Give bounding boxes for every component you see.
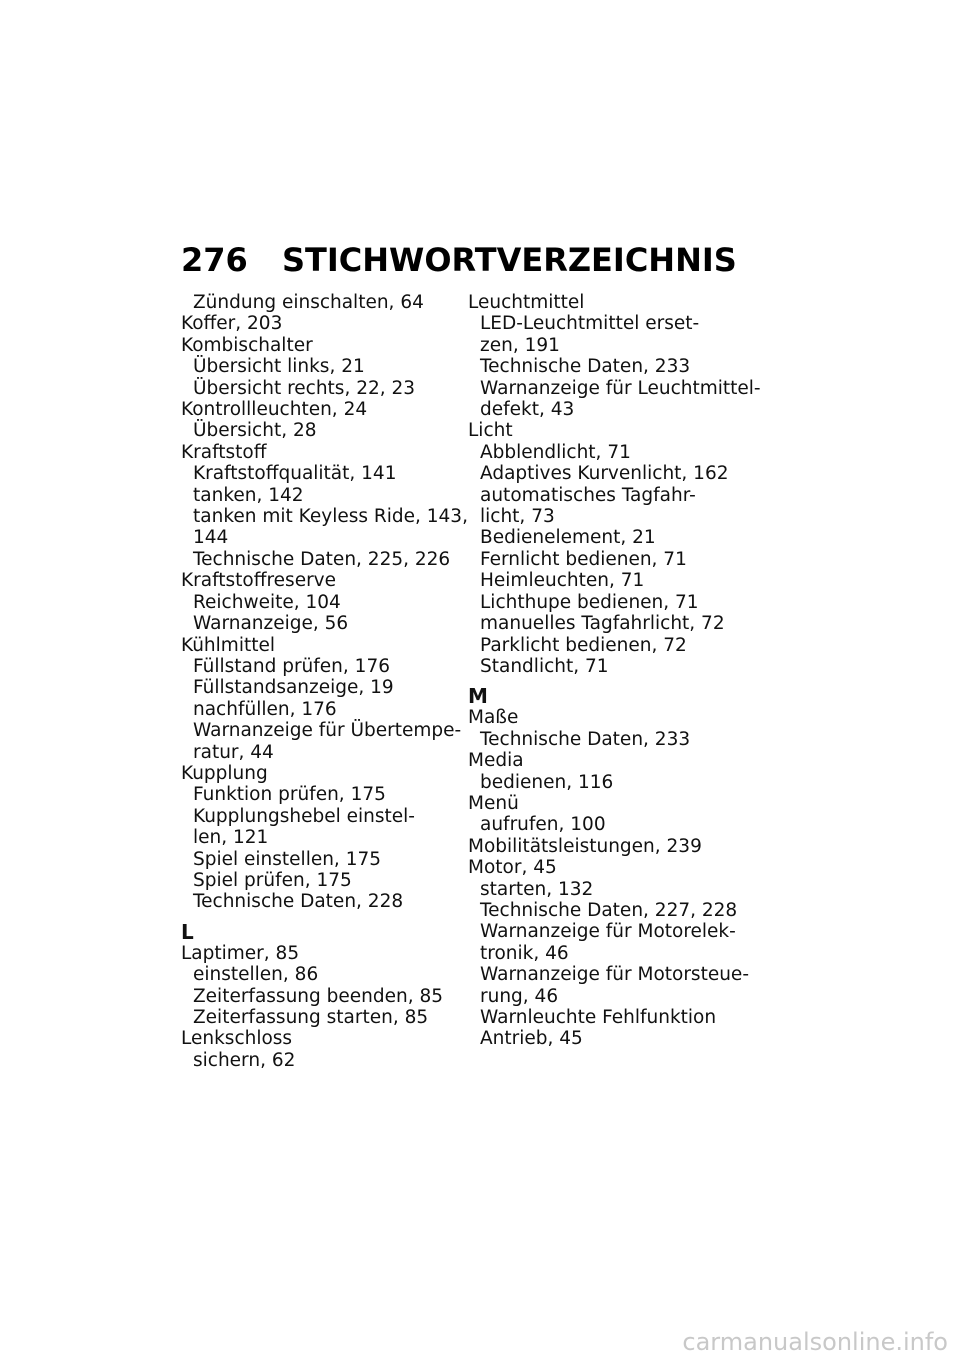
index-entry: Koffer, 203 (181, 313, 283, 335)
index-subentry: Technische Daten, 233 (480, 728, 691, 750)
index-subentry: bedienen, 116 (480, 771, 614, 793)
index-letter-heading: L (181, 919, 194, 944)
index-subentry: Kupplungshebel einstel- (193, 805, 415, 827)
index-subentry: starten, 132 (480, 878, 594, 900)
index-subentry: Funktion prüfen, 175 (193, 784, 386, 806)
index-subentry: Lichthupe bedienen, 71 (480, 591, 699, 613)
index-subentry: aufrufen, 100 (480, 814, 606, 836)
index-entry: Mobilitätsleistungen, 239 (468, 835, 702, 857)
index-subentry: zen, 191 (480, 334, 560, 356)
index-subentry: Adaptives Kurvenlicht, 162 (480, 463, 729, 485)
index-subentry: Technische Daten, 225, 226 (193, 548, 451, 570)
index-entry: Kupplung (181, 762, 268, 784)
index-subentry: Zündung einschalten, 64 (193, 292, 424, 313)
index-subentry: Technische Daten, 228 (193, 891, 404, 913)
index-subentry: manuelles Tagfahrlicht, 72 (480, 613, 725, 635)
index-entry: Maße (468, 707, 519, 729)
index-subentry: 144 (193, 527, 229, 549)
index-column-left (181, 292, 468, 1071)
index-entry: Laptimer, 85 (181, 942, 300, 964)
index-subentry: licht, 73 (480, 506, 555, 528)
index-subentry: Füllstand prüfen, 176 (193, 655, 390, 677)
index-entry: Kühlmittel (181, 634, 275, 656)
index-subentry: Zeiterfassung starten, 85 (193, 1007, 429, 1028)
index-subentry: Spiel einstellen, 175 (193, 848, 382, 870)
index-subentry: Warnanzeige für Motorelek- (480, 921, 736, 943)
index-column-right (468, 292, 761, 1050)
page-header (181, 240, 737, 280)
index-subentry: Reichweite, 104 (193, 591, 341, 613)
index-entry: Kraftstoff (181, 441, 267, 463)
index-subentry: Technische Daten, 233 (480, 356, 691, 378)
index-subentry: len, 121 (193, 827, 269, 849)
index-entry: Kontrollleuchten, 24 (181, 399, 368, 421)
index-subentry: LED-Leuchtmittel erset- (480, 313, 700, 335)
index-subentry: Übersicht, 28 (193, 420, 317, 442)
page-number: 276 (181, 241, 248, 279)
index-subentry: automatisches Tagfahr- (480, 484, 696, 506)
index-subentry: sichern, 62 (193, 1049, 296, 1071)
index-entry: Lenkschloss (181, 1028, 293, 1050)
index-subentry: nachfüllen, 176 (193, 698, 337, 720)
index-subentry: Heimleuchten, 71 (480, 570, 645, 592)
index-subentry: Übersicht rechts, 22, 23 (193, 377, 416, 399)
index-subentry: Warnleuchte Fehlfunktion (480, 1007, 717, 1028)
watermark: carmanualsonline.info (682, 1328, 948, 1356)
index-subentry: Übersicht links, 21 (193, 356, 365, 378)
index-entry: Kombischalter (181, 334, 313, 356)
index-subentry: Bedienelement, 21 (480, 527, 656, 549)
page-title: STICHWORTVERZEICHNIS (282, 241, 737, 279)
index-subentry: Abblendlicht, 71 (480, 441, 631, 463)
index-subentry: tanken, 142 (193, 484, 304, 506)
index-subentry: Warnanzeige für Leuchtmittel- (480, 377, 761, 399)
index-entry: Licht (468, 420, 513, 442)
index-subentry: Antrieb, 45 (480, 1028, 583, 1050)
index-subentry: Kraftstoffqualität, 141 (193, 463, 397, 485)
index-subentry: Füllstandsanzeige, 19 (193, 677, 394, 699)
index-entry: Kraftstoffreserve (181, 570, 337, 592)
index-subentry: rung, 46 (480, 985, 559, 1007)
index-subentry: ratur, 44 (193, 741, 274, 763)
index-entry: Media (468, 750, 524, 772)
index-entry: Leuchtmittel (468, 292, 585, 313)
index-entry: Menü (468, 792, 519, 814)
index-subentry: Warnanzeige für Motorsteue- (480, 964, 749, 986)
index-subentry: Parklicht bedienen, 72 (480, 634, 687, 656)
index-entry: Motor, 45 (468, 857, 557, 879)
index-subentry: Zeiterfassung beenden, 85 (193, 985, 444, 1007)
index-subentry: Standlicht, 71 (480, 655, 609, 677)
index-subentry: defekt, 43 (480, 399, 575, 421)
index-subentry: Fernlicht bedienen, 71 (480, 548, 687, 570)
index-subentry: tronik, 46 (480, 942, 569, 964)
index-subentry: Technische Daten, 227, 228 (480, 899, 738, 921)
index-subentry: einstellen, 86 (193, 964, 319, 986)
index-subentry: Warnanzeige für Übertempe- (193, 720, 462, 742)
index-subentry: Warnanzeige, 56 (193, 613, 349, 635)
index-subentry: Spiel prüfen, 175 (193, 869, 352, 891)
index-letter-heading: M (468, 684, 488, 709)
index-subentry: tanken mit Keyless Ride, 143, (193, 506, 468, 528)
